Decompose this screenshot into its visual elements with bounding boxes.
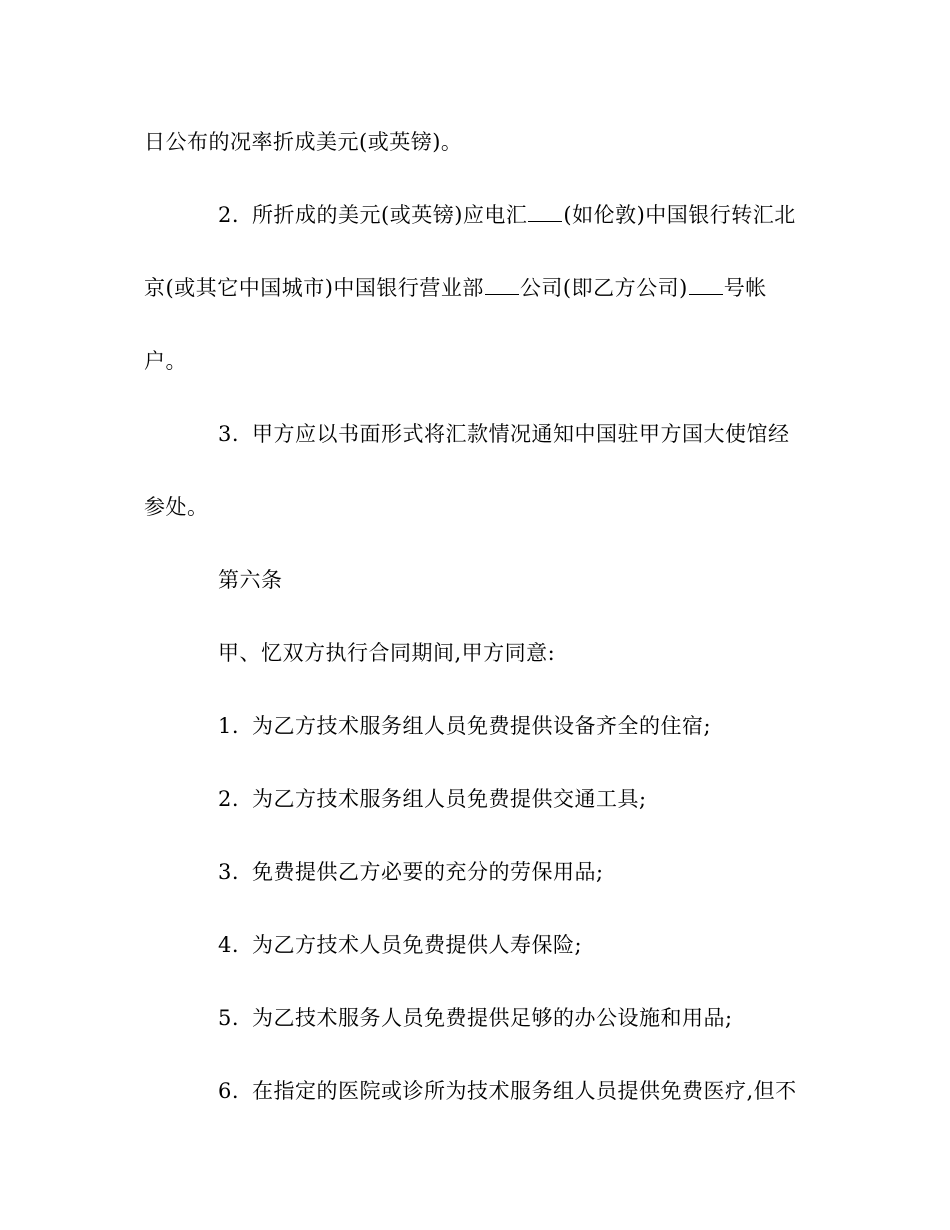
paragraph-line-item-3 — [218, 419, 898, 449]
fill-in-blank — [528, 203, 562, 222]
list-item — [218, 1076, 898, 1106]
paragraph-line — [144, 273, 824, 303]
list-item — [218, 784, 898, 814]
article-intro-text: 甲、忆双方执行合同期间,甲方同意: — [218, 641, 556, 665]
item-text: 为乙技术服务人员免费提供足够的办公设施和用品; — [252, 1006, 733, 1030]
article-heading-text: 第六条 — [218, 568, 283, 592]
line-text: 甲方应以书面形式将汇款情况通知中国驻甲方国大使馆经 — [252, 422, 790, 446]
item-number: 2. — [218, 203, 240, 227]
item-number: 3. — [218, 422, 240, 446]
line-text: (如伦敦)中国银行转汇北 — [563, 203, 796, 227]
item-text: 为乙方技术服务组人员免费提供设备齐全的住宿; — [252, 714, 712, 738]
item-number: 2. — [218, 787, 240, 811]
article-heading — [218, 565, 898, 595]
paragraph-line-item-2 — [218, 200, 898, 230]
line-text: 户。 — [144, 349, 187, 373]
list-item — [218, 857, 898, 887]
item-number: 3. — [218, 860, 240, 884]
line-text: 京(或其它中国城市)中国银行营业部 — [144, 276, 484, 300]
line-text: 所折成的美元(或英镑)应电汇 — [252, 203, 528, 227]
item-number: 5. — [218, 1006, 240, 1030]
line-text: 号帐 — [723, 276, 767, 300]
item-text: 为乙方技术服务组人员免费提供交通工具; — [252, 787, 647, 811]
fill-in-blank — [485, 276, 519, 295]
line-text: 日公布的况率折成美元(或英镑)。 — [144, 130, 463, 154]
line-text: 公司(即乙方公司) — [519, 276, 688, 300]
article-intro — [218, 638, 898, 668]
list-item — [218, 930, 898, 960]
paragraph-line — [144, 492, 824, 522]
item-number: 1. — [218, 714, 240, 738]
item-text: 免费提供乙方必要的充分的劳保用品; — [252, 860, 604, 884]
paragraph-line — [144, 127, 824, 157]
paragraph-line — [144, 346, 824, 376]
fill-in-blank — [689, 276, 723, 295]
list-item — [218, 1003, 898, 1033]
list-item — [218, 711, 898, 741]
item-text: 在指定的医院或诊所为技术服务组人员提供免费医疗,但不 — [252, 1079, 797, 1103]
item-number: 4. — [218, 933, 240, 957]
line-text: 参处。 — [144, 495, 209, 519]
item-number: 6. — [218, 1079, 240, 1103]
item-text: 为乙方技术人员免费提供人寿保险; — [252, 933, 583, 957]
